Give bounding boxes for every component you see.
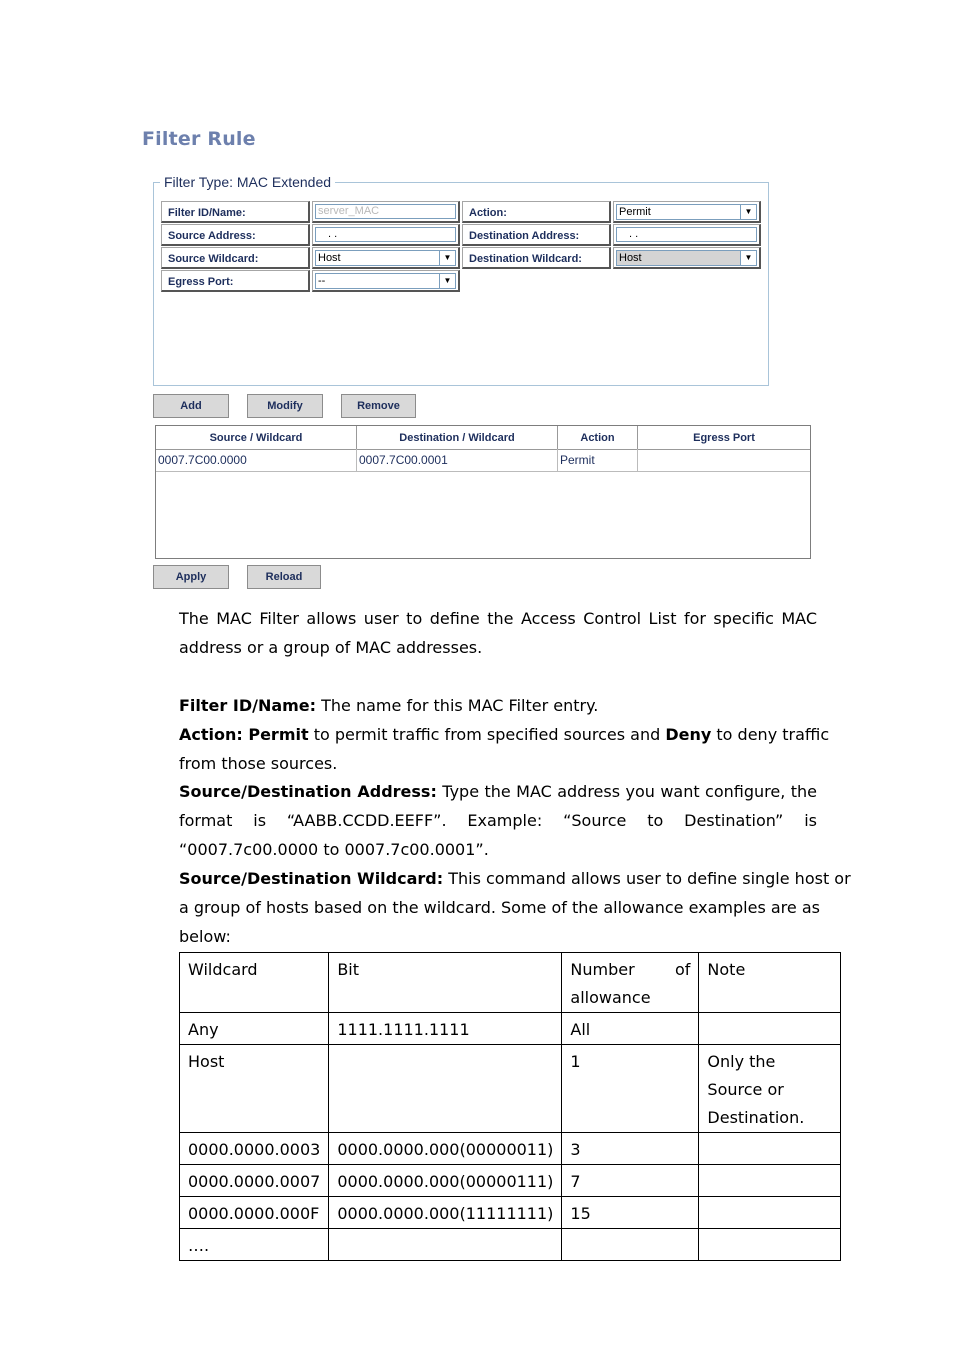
address-description-line-3: “0007.7c00.0000 to 0007.7c00.0001”. (179, 840, 489, 859)
wildcard-description-line-3: below: (179, 927, 231, 946)
cell-bit (329, 1229, 562, 1261)
destination-wildcard-value: Host (619, 252, 642, 264)
header-bit: Bit (329, 953, 562, 1013)
filter-type-legend: Filter Type: MAC Extended (160, 174, 335, 190)
address-term: Source/Destination Address: (179, 782, 437, 801)
egress-port-cell (312, 270, 460, 292)
deny-term: Deny (665, 725, 712, 744)
action-select[interactable] (616, 204, 757, 220)
destination-address-input[interactable]: . . (616, 227, 757, 242)
wildcard-text-1: This command allows user to define single host or (443, 869, 851, 888)
cell-wildcard: Host (180, 1045, 329, 1133)
header-note: Note (699, 953, 841, 1013)
wildcard-allowance-table (179, 952, 841, 1261)
cell-wildcard: 0000.0000.0003 (180, 1133, 329, 1165)
cell-note (699, 1133, 841, 1165)
filter-id-input[interactable]: server_MAC (315, 204, 456, 219)
table-row (180, 1133, 841, 1165)
section-title: Filter Rule (142, 128, 256, 150)
table-row (180, 1229, 841, 1261)
action-term: Action: Permit (179, 725, 309, 744)
cell-source-wildcard: 0007.7C00.0000 (156, 449, 357, 471)
wildcard-description-line-1 (179, 869, 851, 888)
cell-bit: 1111.1111.1111 (329, 1013, 562, 1045)
chevron-down-icon[interactable]: ▼ (740, 251, 756, 265)
address-text-1: Type the MAC address you want configure, the (436, 782, 817, 801)
source-wildcard-label: Source Wildcard: (161, 247, 310, 269)
wildcard-term: Source/Destination Wildcard: (179, 869, 444, 888)
filter-id-cell (312, 201, 460, 223)
column-header-source-wildcard: Source / Wildcard (156, 426, 357, 449)
cell-number: 1 (562, 1045, 699, 1133)
cell-action: Permit (558, 449, 638, 471)
cell-note (699, 1013, 841, 1045)
filter-id-description (179, 696, 598, 715)
cell-number: 15 (562, 1197, 699, 1229)
destination-address-label: Destination Address: (462, 224, 611, 246)
intro-line-2: address or a group of MAC addresses. (179, 638, 483, 657)
filter-id-label: Filter ID/Name: (161, 201, 310, 223)
destination-wildcard-label: Destination Wildcard: (462, 247, 611, 269)
remove-button[interactable]: Remove (341, 394, 416, 418)
address-description-line-2: format is “AABB.CCDD.EEFF”. Example: “Source to Destination” is (179, 811, 817, 830)
action-text-2: to deny traffic (711, 725, 830, 744)
header-number-of-allowance: Number of allowance (562, 953, 699, 1013)
cell-egress-port (638, 449, 810, 471)
reload-button[interactable]: Reload (247, 565, 321, 589)
cell-destination-wildcard: 0007.7C00.0001 (357, 449, 558, 471)
rule-table-header (156, 426, 810, 450)
column-header-egress-port: Egress Port (693, 431, 755, 444)
cell-bit: 0000.0000.000(00000111) (329, 1165, 562, 1197)
apply-button[interactable]: Apply (153, 565, 229, 589)
chevron-down-icon[interactable]: ▼ (740, 205, 756, 219)
header-wildcard: Wildcard (180, 953, 329, 1013)
table-row[interactable] (156, 449, 810, 472)
egress-port-select[interactable] (315, 273, 456, 289)
source-address-input[interactable]: . . (315, 227, 456, 242)
action-text-1: to permit traffic from specified sources and (308, 725, 666, 744)
destination-wildcard-select[interactable] (616, 250, 757, 266)
cell-number: All (562, 1013, 699, 1045)
chevron-down-icon[interactable]: ▼ (439, 274, 455, 288)
destination-address-cell (613, 224, 761, 246)
cell-number: 3 (562, 1133, 699, 1165)
cell-note (699, 1229, 841, 1261)
action-label: Action: (462, 201, 611, 223)
cell-wildcard: Any (180, 1013, 329, 1045)
source-wildcard-select[interactable] (315, 250, 456, 266)
action-description-line-2: from those sources. (179, 754, 338, 773)
egress-port-value: -- (318, 275, 326, 287)
chevron-down-icon[interactable]: ▼ (439, 251, 455, 265)
intro-line-1: The MAC Filter allows user to define the Access Control List for specific MAC (179, 609, 817, 628)
cell-bit: 0000.0000.000(00000011) (329, 1133, 562, 1165)
table-row (180, 1165, 841, 1197)
cell-note: Only the Source or Destination. (699, 1045, 841, 1133)
source-address-label: Source Address: (161, 224, 310, 246)
rule-table (155, 425, 811, 559)
column-header-destination-wildcard: Destination / Wildcard (357, 426, 558, 449)
cell-bit: 0000.0000.000(11111111) (329, 1197, 562, 1229)
filter-id-term: Filter ID/Name: (179, 696, 317, 715)
cell-number (562, 1229, 699, 1261)
table-header-row (180, 953, 841, 1013)
cell-wildcard: 0000.0000.0007 (180, 1165, 329, 1197)
cell-wildcard: …. (180, 1229, 329, 1261)
cell-bit (329, 1045, 562, 1133)
table-row (180, 1013, 841, 1045)
wildcard-description-line-2: a group of hosts based on the wildcard. Some of the allowance examples are as (179, 898, 820, 917)
modify-button[interactable]: Modify (247, 394, 323, 418)
cell-note (699, 1165, 841, 1197)
egress-port-label: Egress Port: (161, 270, 310, 292)
address-description-line-1 (179, 782, 817, 801)
action-select-value: Permit (619, 206, 651, 218)
table-row (180, 1045, 841, 1133)
source-wildcard-value: Host (318, 252, 341, 264)
column-header-action: Action (558, 426, 638, 449)
action-description-line-1 (179, 725, 830, 744)
action-cell (613, 201, 761, 223)
destination-wildcard-cell (613, 247, 761, 269)
source-address-cell (312, 224, 460, 246)
add-button[interactable]: Add (153, 394, 229, 418)
table-row (180, 1197, 841, 1229)
source-wildcard-cell (312, 247, 460, 269)
cell-number: 7 (562, 1165, 699, 1197)
cell-note (699, 1197, 841, 1229)
filter-id-text: The name for this MAC Filter entry. (316, 696, 599, 715)
cell-wildcard: 0000.0000.000F (180, 1197, 329, 1229)
